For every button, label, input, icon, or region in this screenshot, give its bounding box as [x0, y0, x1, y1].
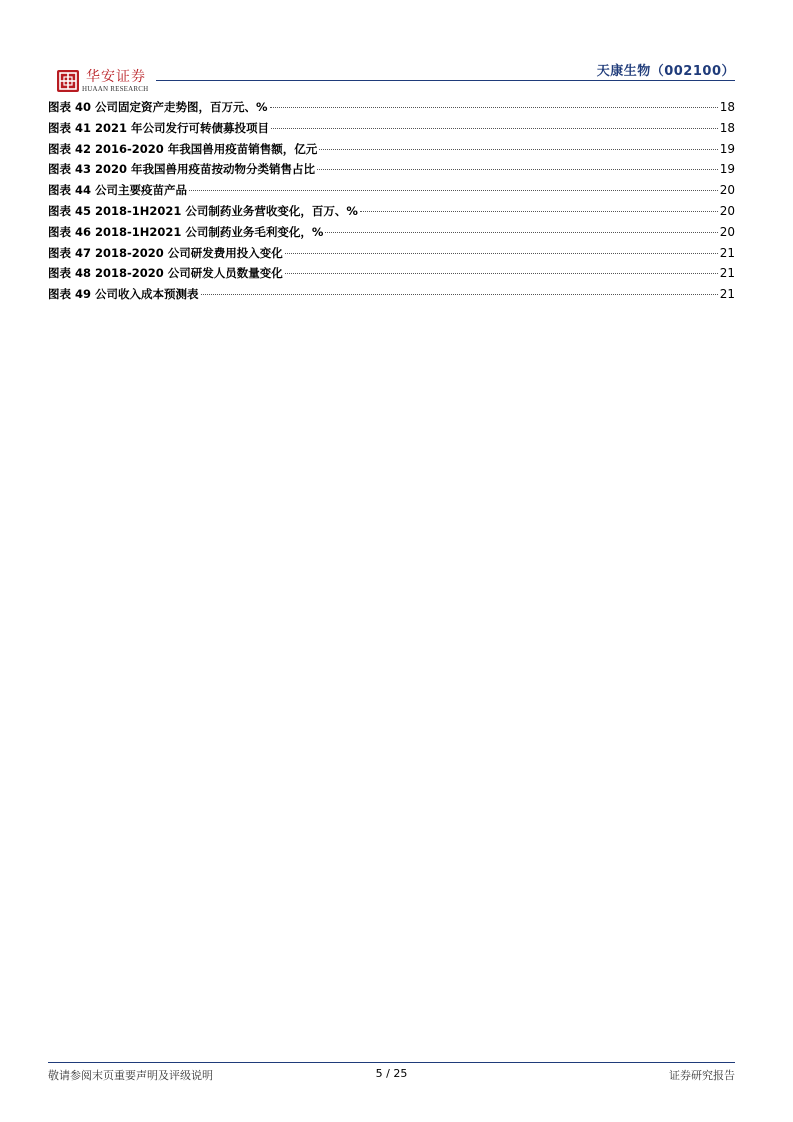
toc-dot-leader	[319, 149, 717, 150]
page-header	[48, 58, 735, 98]
page-indicator: 5 / 25	[375, 1067, 408, 1080]
toc-entry[interactable]	[48, 180, 735, 201]
toc-entry-page: 18	[719, 120, 735, 135]
toc-entry-page: 21	[719, 266, 735, 281]
toc-entry-label: 图表 43 2020 年我国兽用疫苗按动物分类销售占比	[48, 162, 316, 177]
toc-entry[interactable]	[48, 284, 735, 305]
toc-dot-leader	[270, 107, 718, 108]
toc-entry-page: 20	[719, 224, 735, 239]
toc-dot-leader	[271, 128, 718, 129]
toc-dot-leader	[325, 232, 717, 233]
toc-entry-label: 图表 44 公司主要疫苗产品	[48, 183, 188, 198]
toc-entry-label: 图表 48 2018-2020 公司研发人员数量变化	[48, 266, 283, 281]
toc-entry-page: 20	[719, 183, 735, 198]
page-footer	[48, 1062, 735, 1092]
toc-entry[interactable]	[48, 118, 735, 139]
toc-entry-page: 21	[719, 287, 735, 302]
toc-dot-leader	[360, 211, 718, 212]
toc-entry[interactable]	[48, 139, 735, 160]
toc-entry-label: 图表 45 2018-1H2021 公司制药业务营收变化，百万、%	[48, 203, 358, 218]
footer-divider	[48, 1062, 735, 1063]
toc-entry[interactable]	[48, 222, 735, 243]
toc-dot-leader	[201, 294, 718, 295]
toc-entry-page: 18	[719, 100, 735, 114]
company-title: 天康生物（002100）	[596, 64, 735, 79]
toc-entry-label: 图表 41 2021 年公司发行可转债募投项目	[48, 120, 270, 135]
toc-entry[interactable]	[48, 263, 735, 284]
toc-dot-leader	[285, 253, 718, 254]
toc-entry-label: 图表 47 2018-2020 公司研发费用投入变化	[48, 245, 283, 260]
toc-entry[interactable]	[48, 159, 735, 180]
toc-entry[interactable]	[48, 201, 735, 222]
huaan-logo-icon	[57, 70, 79, 92]
toc-entry-label: 图表 49 公司收入成本预测表	[48, 287, 199, 302]
toc-entry[interactable]	[48, 97, 735, 118]
toc-dot-leader	[317, 169, 718, 170]
footer-disclaimer: 敬请参阅末页重要声明及评级说明	[48, 1069, 213, 1082]
toc-entry-label: 图表 42 2016-2020 年我国兽用疫苗销售额，亿元	[48, 141, 318, 156]
toc-entry-page: 19	[719, 141, 735, 156]
toc-dot-leader	[285, 273, 718, 274]
toc-entry-page: 20	[719, 203, 735, 218]
toc-entry[interactable]	[48, 243, 735, 264]
report-type: 证券研究报告	[669, 1069, 735, 1082]
header-divider	[156, 80, 735, 81]
figure-list	[48, 97, 735, 305]
logo-chinese-name: 华安证券	[86, 69, 146, 85]
toc-entry-page: 19	[719, 162, 735, 177]
toc-entry-page: 21	[719, 245, 735, 260]
logo-english-name: HUAAN RESEARCH	[82, 85, 149, 93]
toc-dot-leader	[189, 190, 718, 191]
toc-entry-label: 图表 46 2018-1H2021 公司制药业务毛利变化，%	[48, 224, 324, 239]
toc-entry-label: 图表 40 公司固定资产走势图，百万元、%	[48, 100, 268, 114]
